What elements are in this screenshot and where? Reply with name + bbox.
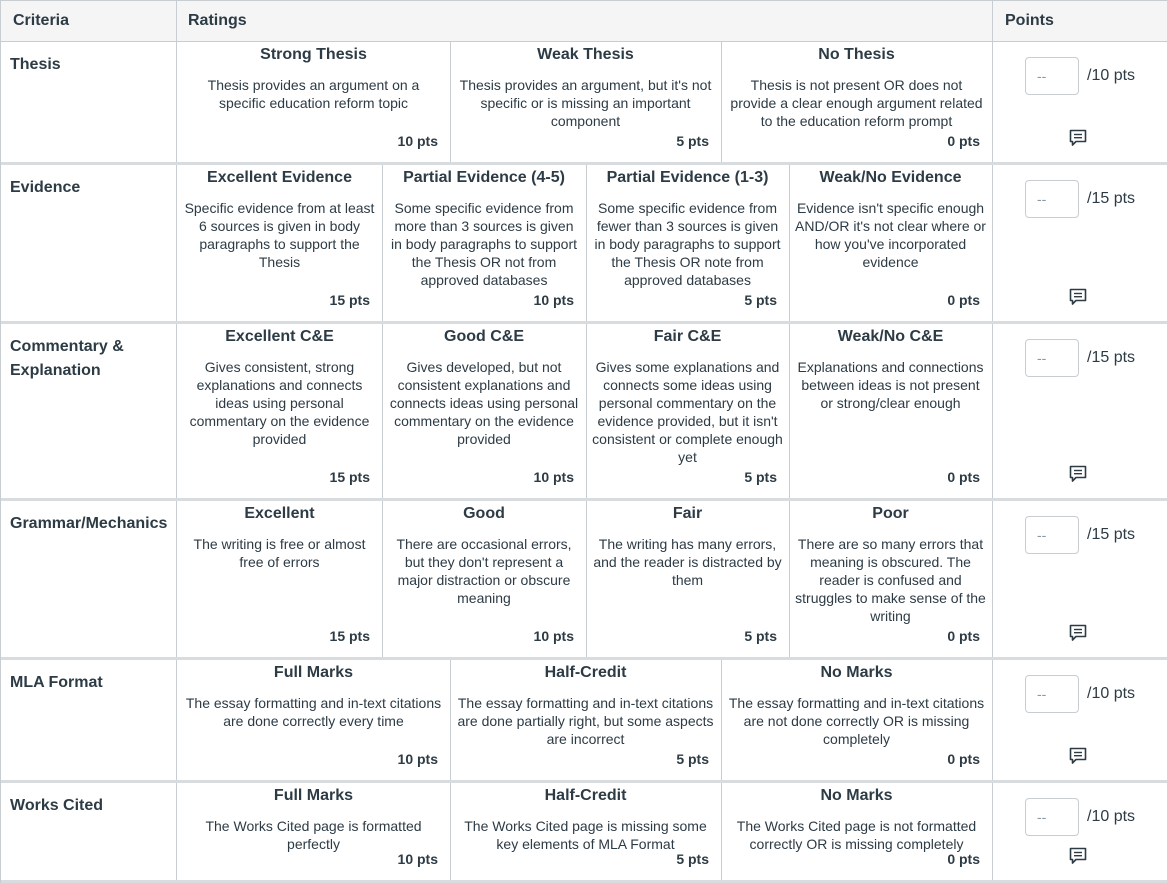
rating-cell[interactable] [789, 165, 992, 321]
rating-title: No Thesis [818, 46, 895, 63]
rating-cell[interactable] [721, 660, 992, 780]
criterion-row [1, 324, 1167, 501]
rating-points: 5 pts [676, 851, 709, 867]
rating-cell[interactable] [382, 324, 586, 498]
rating-description: The Works Cited page is formatted perfectly [205, 818, 422, 852]
comment-icon[interactable] [1068, 623, 1088, 643]
rating-points: 10 pts [397, 751, 438, 767]
rating-cell[interactable] [450, 783, 721, 880]
criterion-row [1, 501, 1167, 660]
rating-title: Good [463, 505, 505, 522]
rating-title: Weak Thesis [537, 46, 634, 63]
rating-cell[interactable] [789, 501, 992, 657]
points-input[interactable] [1025, 516, 1079, 554]
rating-description: Specific evidence from at least 6 sources is given in body paragraphs to support the Thesis [184, 200, 375, 270]
rating-title: Fair [672, 505, 703, 522]
rating-description: There are occasional errors, but they don't represent a major distraction or obscure meaning [396, 536, 572, 606]
rating-cell[interactable] [177, 501, 382, 657]
rating-divider [382, 501, 383, 657]
criterion-name: Thesis [10, 56, 61, 73]
comment-icon[interactable] [1068, 846, 1088, 866]
rating-title: Excellent Evidence [207, 169, 352, 186]
rating-divider [721, 660, 722, 780]
rating-description: The writing is free or almost free of errors [193, 536, 366, 570]
rating-title: No Marks [820, 787, 893, 804]
rating-title: Excellent [244, 505, 315, 522]
rating-title: Poor [872, 505, 909, 522]
column-divider [992, 660, 993, 780]
rating-divider [789, 165, 790, 321]
rating-description: The essay formatting and in-text citations are done partially right, but some aspects are incorrect [457, 695, 714, 747]
rating-description: Evidence isn't specific enough AND/OR it's not clear where or how you've incorporated evidence [795, 200, 986, 270]
rating-title: No Marks [820, 664, 893, 681]
rating-cell[interactable] [450, 42, 721, 162]
rating-points: 5 pts [744, 628, 777, 644]
rating-divider [382, 165, 383, 321]
criterion-name: Evidence [10, 179, 81, 196]
max-points-label: /15 pts [1087, 349, 1136, 366]
rating-description: The Works Cited page is not formatted correctly OR is missing completely [736, 818, 977, 852]
rating-description: Thesis is not present OR does not provide a clear enough argument related to the education reform prompt [730, 77, 983, 129]
comment-icon[interactable] [1068, 128, 1088, 148]
rating-description: Explanations and connections between ideas is not present or strong/clear enough [797, 359, 984, 411]
rating-title: Strong Thesis [260, 46, 367, 63]
rating-points: 5 pts [676, 751, 709, 767]
rating-divider [450, 42, 451, 162]
rating-points: 5 pts [676, 133, 709, 149]
criterion-name: Commentary & Explanation [10, 338, 124, 379]
rating-title: Full Marks [273, 664, 354, 681]
column-divider [992, 42, 993, 162]
max-points-label: /10 pts [1087, 685, 1136, 702]
rating-title: Excellent C&E [225, 328, 334, 345]
criterion-row [1, 783, 1167, 883]
criterion-row [1, 165, 1167, 324]
rating-cell[interactable] [382, 165, 586, 321]
rating-cell[interactable] [382, 501, 586, 657]
rating-points: 10 pts [397, 133, 438, 149]
rating-title: Fair C&E [653, 328, 722, 345]
points-column-header: Points [1005, 12, 1054, 29]
column-divider [992, 783, 993, 880]
rating-divider [721, 783, 722, 880]
rating-description: The essay formatting and in-text citations are done correctly every time [185, 695, 442, 729]
rating-description: Gives developed, but not consistent explanations and connects ideas using personal commentary on the evidence provided [389, 359, 579, 447]
criterion-name: Grammar/Mechanics [10, 515, 168, 532]
rating-points: 0 pts [947, 751, 980, 767]
rating-title: Full Marks [273, 787, 354, 804]
rating-points: 15 pts [329, 469, 370, 485]
rating-cell[interactable] [721, 42, 992, 162]
criterion-row [1, 660, 1167, 783]
rating-points: 0 pts [947, 851, 980, 867]
rating-divider [789, 501, 790, 657]
rating-description: Thesis provides an argument on a specific education reform topic [207, 77, 420, 111]
rating-description: The essay formatting and in-text citations are not done correctly OR is missing completely [728, 695, 985, 747]
criterion-name: Works Cited [10, 797, 104, 814]
rating-description: Gives some explanations and connects some ideas using personal commentary on the evidence provided, but it isn't consistent or complete enough yet [592, 359, 783, 465]
rating-title: Half-Credit [544, 787, 627, 804]
rating-title: Partial Evidence (1-3) [606, 169, 769, 186]
rating-cell[interactable] [586, 501, 789, 657]
max-points-label: /15 pts [1087, 526, 1136, 543]
rating-cell[interactable] [586, 324, 789, 498]
points-input[interactable] [1025, 339, 1079, 377]
rating-title: Good C&E [444, 328, 524, 345]
rating-divider [721, 42, 722, 162]
max-points-label: /10 pts [1087, 67, 1136, 84]
points-input[interactable] [1025, 57, 1079, 95]
rating-points: 0 pts [947, 628, 980, 644]
rating-cell[interactable] [177, 324, 382, 498]
rating-title: Weak/No C&E [837, 328, 944, 345]
rating-title: Weak/No Evidence [819, 169, 962, 186]
rating-description: The Works Cited page is missing some key elements of MLA Format [464, 818, 707, 852]
rating-divider [789, 324, 790, 498]
rating-points: 10 pts [397, 851, 438, 867]
rating-cell[interactable] [789, 324, 992, 498]
rating-title: Partial Evidence (4-5) [403, 169, 565, 186]
rating-points: 0 pts [947, 292, 980, 308]
comment-icon[interactable] [1068, 746, 1088, 766]
points-input[interactable] [1025, 798, 1079, 836]
ratings-column-header: Ratings [188, 12, 247, 29]
rating-cell[interactable] [586, 165, 789, 321]
rating-points: 10 pts [533, 628, 574, 644]
rating-cell[interactable] [177, 783, 450, 880]
rating-points: 10 pts [533, 469, 574, 485]
points-input[interactable] [1025, 675, 1079, 713]
rating-divider [586, 324, 587, 498]
rating-description: The writing has many errors, and the reader is distracted by them [593, 536, 782, 588]
criterion-name: MLA Format [10, 674, 103, 691]
rating-description: Gives consistent, strong explanations and connects ideas using personal commentary on the evidence provided [189, 359, 370, 447]
max-points-label: /15 pts [1087, 190, 1136, 207]
rating-points: 0 pts [947, 469, 980, 485]
comment-icon[interactable] [1068, 464, 1088, 484]
rating-cell[interactable] [721, 783, 992, 880]
rating-description: There are so many errors that meaning is obscured. The reader is confused and struggles to make sense of the writing [795, 536, 986, 624]
rating-points: 0 pts [947, 133, 980, 149]
rating-divider [586, 165, 587, 321]
points-input[interactable] [1025, 180, 1079, 218]
rubric-header [1, 0, 1167, 42]
comment-icon[interactable] [1068, 287, 1088, 307]
criteria-column-header: Criteria [13, 12, 70, 29]
rating-cell[interactable] [177, 165, 382, 321]
rating-description: Some specific evidence from more than 3 sources is given in body paragraphs to support the Thesis OR not from approved databases [390, 200, 577, 288]
column-divider [992, 165, 993, 321]
rating-description: Some specific evidence from fewer than 3 sources is given in body paragraphs to support the Thesis OR note from approved databases [594, 200, 781, 288]
rating-cell[interactable] [177, 660, 450, 780]
criterion-row [1, 42, 1167, 165]
rating-points: 10 pts [533, 292, 574, 308]
rating-cell[interactable] [450, 660, 721, 780]
rating-divider [382, 324, 383, 498]
rating-points: 15 pts [329, 292, 370, 308]
max-points-label: /10 pts [1087, 808, 1136, 825]
rating-points: 5 pts [744, 292, 777, 308]
rating-description: Thesis provides an argument, but it's not specific or is missing an important component [459, 77, 712, 129]
rating-divider [450, 660, 451, 780]
column-divider [992, 501, 993, 657]
rating-points: 5 pts [744, 469, 777, 485]
rating-cell[interactable] [177, 42, 450, 162]
rating-points: 15 pts [329, 628, 370, 644]
rating-divider [586, 501, 587, 657]
column-divider [992, 324, 993, 498]
rating-title: Half-Credit [544, 664, 627, 681]
rating-divider [450, 783, 451, 880]
